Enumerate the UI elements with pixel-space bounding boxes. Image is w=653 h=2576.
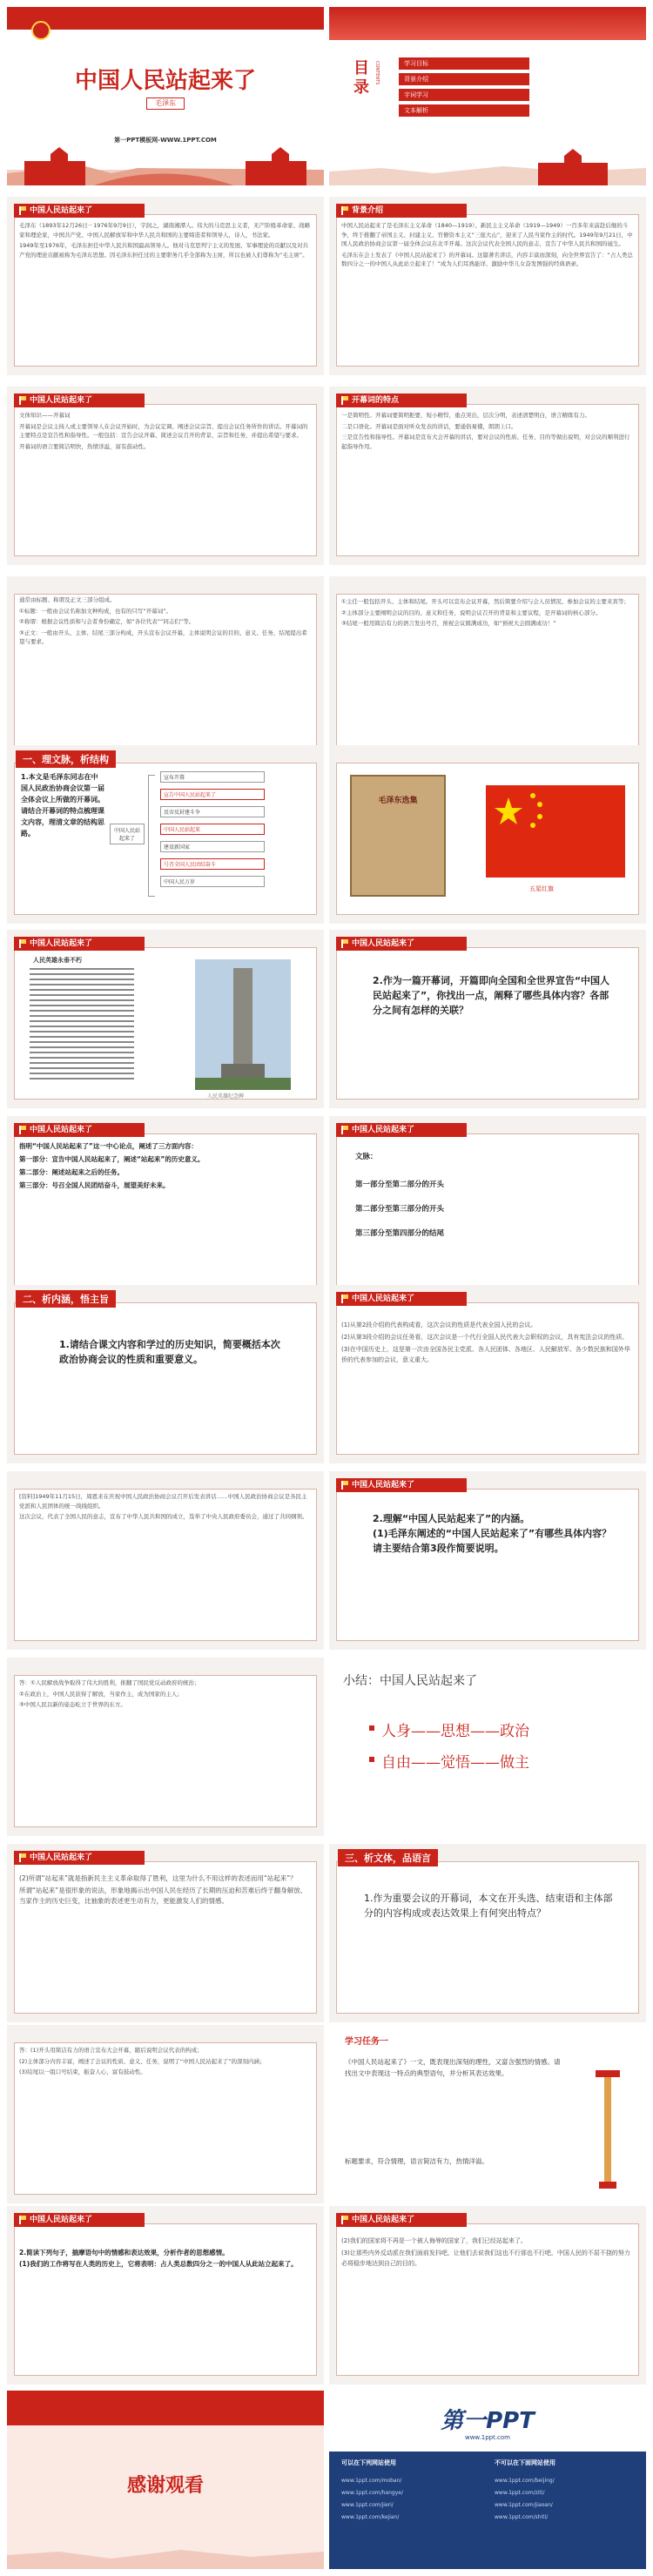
para: ③正文：一般由开头、主体、结尾三部分构成，开头宣布会议开幕，主体说明会议的目的、意义、任务，结尾提出希望与要求。 xyxy=(19,629,307,645)
para: 毛泽东（1893年12月26日－1976年9月9日），字润之，湖南湘潭人。伟大的马克思主义者，无产阶级革命家、战略家和理论家，中国共产党、中国人民解放军和中华人民共和国的主要缔造者和领导人，诗人，书法家。 xyxy=(19,222,311,239)
flag-icon xyxy=(341,396,349,405)
slide-task[interactable] xyxy=(329,2025,646,2203)
toc-item-4[interactable] xyxy=(399,104,529,117)
slide-answer-2[interactable] xyxy=(7,1116,324,1295)
slide-frame xyxy=(336,1861,639,2014)
para: ②主体部分主要阐明会议的目的、意义和任务，说明会议召开的背景和主要议程，是开幕词的核心部分。 xyxy=(341,609,602,616)
tree-node: 宣告中国人民站起来了 xyxy=(160,789,265,800)
slide-sentences[interactable] xyxy=(7,2206,324,2384)
toc-heading-en: CONTENTS xyxy=(374,61,380,85)
slide-question-meaning[interactable] xyxy=(329,1471,646,1650)
flag-icon xyxy=(341,939,349,948)
slide-header-bar xyxy=(336,393,467,407)
slide-vein[interactable] xyxy=(329,1116,646,1295)
para: 二是口语化。开幕词是面对听众发表的讲话，要通俗易懂，朗朗上口。 xyxy=(341,422,517,430)
para: ①标题：一般由会议名称加文种构成，也有的只写“开幕词”。 xyxy=(19,607,172,615)
slide-body xyxy=(19,1678,312,1820)
para: (2)所谓“站起来”就是指新民主主义革命取得了胜利，这里为什么不用这样的表述而用“站起来”？ xyxy=(19,1874,297,1882)
slide-header-bar xyxy=(14,2213,145,2227)
inscription-title: 人民英雄永垂不朽 xyxy=(33,957,82,964)
slide-structure-tree[interactable] xyxy=(7,745,324,924)
para: ①主任一般包括开头、主体和结尾。开头可以宣布会议开幕，然后简要介绍与会人员情况、参加会议的主要来宾等； xyxy=(341,598,629,605)
slide-thanks[interactable] xyxy=(7,2391,324,2569)
flag-icon xyxy=(19,396,27,405)
flag-icon xyxy=(341,1126,349,1134)
para: ③结尾一般用简洁有力的语言发出号召，预祝会议圆满成功，如“预祝大会圆满成功！” xyxy=(341,620,556,627)
monument-caption: 人民英雄纪念碑 xyxy=(207,1093,245,1100)
question-text: 1.请结合课文内容和学过的历史知识，简要概括本次政治协商会议的性质和重要意义。 xyxy=(59,1339,280,1365)
para: 第三部分：号召全国人民团结奋斗，展望美好未来。 xyxy=(19,1181,170,1189)
tree-connector xyxy=(148,775,155,897)
toc-heading: 目录 xyxy=(353,59,369,97)
question-text: 1.本文是毛泽东同志在中国人民政治协商会议第一届全体会议上所做的开幕词。请结合开幕词的特点梳理课文内容，理清文章的结构思路。 xyxy=(21,773,104,837)
slide-body xyxy=(19,411,312,549)
tree-node: 建设新国家 xyxy=(160,841,265,852)
bullet-icon xyxy=(369,1757,374,1762)
slide-header-bar xyxy=(336,1123,467,1137)
para: 开幕词的语言要简洁明快，热情洋溢，富有鼓动性。 xyxy=(19,442,150,450)
flag-icon xyxy=(341,1481,349,1490)
link[interactable]: www.1ppt.com/jieri/ xyxy=(341,2502,394,2508)
brand-panel xyxy=(329,2452,646,2569)
slide-features[interactable] xyxy=(329,387,646,565)
toc-top-band xyxy=(329,7,646,40)
slide-header: 中国人民站起来了 xyxy=(352,939,415,948)
slide-header-bar xyxy=(14,204,145,218)
slide-header-bar xyxy=(14,1851,145,1865)
brand-site[interactable]: www.1ppt.com xyxy=(464,2434,511,2441)
para: 1949年至1976年，毛泽东担任中华人民共和国最高领导人。他对马克思列宁主义的发展、军事理论的贡献以及对共产党的理论贡献被称为毛泽东思想。因毛泽东担任过的主要职务几乎全部称为主席，所以也被人们尊称为“毛主席”。 xyxy=(19,242,309,259)
task-title: 学习任务一 xyxy=(345,2037,388,2047)
flag-icon xyxy=(341,1295,349,1303)
flag-icon xyxy=(19,2216,27,2224)
slide-header: 背景介绍 xyxy=(352,206,384,215)
disallowed-title: 不可以在下面网站使用 xyxy=(495,2459,555,2466)
toc-item-2[interactable] xyxy=(399,73,529,85)
flag-icon xyxy=(19,1853,27,1862)
para: (2)我们的国家将不再是一个被人侮辱的国家了，我们已经站起来了。 xyxy=(341,2237,527,2244)
slide-section-3[interactable] xyxy=(329,1844,646,2022)
slide-frame xyxy=(336,947,639,1100)
para: (2)主体部分内容丰富，阐述了会议的性质、意义、任务，说明了“中国人民站起来了”的深刻内涵； xyxy=(19,2057,266,2065)
section-title: 二、析内涵，悟主旨 xyxy=(16,1290,116,1308)
para: (1)从第2段介绍的代表构成看，这次会议的性质是代表全国人民的会议。 xyxy=(341,1322,537,1328)
allowed-title: 可以在下列网站使用 xyxy=(341,2459,396,2466)
para: 答：①人民解放战争取得了伟大的胜利，推翻了国民党反动政府的统治； xyxy=(19,1679,200,1686)
slide-header-bar xyxy=(14,937,145,951)
flag-icon xyxy=(19,206,27,215)
para: 所谓“站起来”是很形象的说法，形象地揭示出中国人民在经历了长期的压迫和苦难后终于翻身解放、当家作主的历史巨变，比抽象的表述更生动有力，更能激发人们的情感。 xyxy=(19,1887,307,1905)
slide-monument[interactable] xyxy=(7,930,324,1108)
slide-header-bar xyxy=(336,1292,467,1306)
book-title: 毛泽东选集 xyxy=(378,797,418,805)
slide-header: 开幕词的特点 xyxy=(352,396,400,405)
toc-item-label: 学习目标 xyxy=(404,60,428,67)
para: (3)结尾以一组口号结束，振奋人心，富有鼓动性。 xyxy=(19,2068,146,2075)
slide-answer-genre[interactable] xyxy=(7,2025,324,2203)
slide-header: 中国人民站起来了 xyxy=(352,2216,415,2224)
flag-icon xyxy=(341,2216,349,2224)
cover-author-badge: 毛泽东 xyxy=(146,98,185,110)
slide-header-bar xyxy=(336,2213,467,2227)
slide-body xyxy=(19,595,312,739)
vein-heading: 文脉： xyxy=(355,1153,378,1161)
para: [资料]1949年11月15日，周恩来在庆祝中国人民政治协商会议召开后发表讲话……中国人民政治协商会议是各民主党派和人民团体的统一战线组织。 xyxy=(19,1493,307,1510)
slide-section-2[interactable] xyxy=(7,1285,324,1463)
vein-line: 第二部分至第三部分的开头 xyxy=(355,1205,445,1214)
slide-body xyxy=(341,221,634,360)
slide-header: 中国人民站起来了 xyxy=(30,1853,93,1862)
flag-icon xyxy=(341,206,349,215)
slide-nature[interactable] xyxy=(329,1285,646,1463)
bullet-icon xyxy=(369,1725,374,1731)
toc-item-label: 文本解析 xyxy=(404,107,428,114)
para: 通常由标题、称谓及正文三部分组成。 xyxy=(19,596,116,603)
toc-skyline-icon xyxy=(329,145,646,185)
tree-node: 中国人民站起来 xyxy=(160,824,265,835)
slide-body xyxy=(19,1492,312,1634)
question-text: 1.作为重要会议的开幕词，本文在开头选、结束语和主体部分的内容构成或表达效果上有何突出特点？ xyxy=(364,1893,613,1919)
slide-header: 中国人民站起来了 xyxy=(30,939,93,948)
link[interactable]: www.1ppt.com/beijing/ xyxy=(495,2478,555,2484)
slide-header: 中国人民站起来了 xyxy=(30,206,93,215)
toc-item-3[interactable] xyxy=(399,89,529,101)
section-title: 一、理文脉，析结构 xyxy=(16,750,116,768)
slide-header: 中国人民站起来了 xyxy=(30,2216,93,2224)
tree-root: 中国人民站起来了 xyxy=(110,824,145,844)
slide-header: 中国人民站起来了 xyxy=(352,1126,415,1134)
question-text: 2.理解“中国人民站起来了”的内涵。 (1)毛泽东阐述的“中国人民站起来了”有哪些具体内容？请主要结合第3段作简要说明。 xyxy=(373,1513,612,1554)
question-text: 2.作为一篇开幕词，开篇即向全国和全世界宣告“中国人民站起来了”，你找出一点，阐释了哪些具体内容？各部分之间有怎样的关联？ xyxy=(373,975,610,1016)
summary-title: 小结：中国人民站起来了 xyxy=(343,1674,477,1688)
slide-header: 中国人民站起来了 xyxy=(30,1126,93,1134)
slide-frame xyxy=(14,1302,317,1455)
slide-body xyxy=(19,1140,312,1279)
slide-body xyxy=(341,597,634,739)
para: ③中国人民以新的姿态屹立于世界的东方。 xyxy=(19,1701,126,1708)
thanks-top-band xyxy=(7,2391,324,2425)
tree-node: 反帝反封建斗争 xyxy=(160,806,265,817)
cover-site[interactable]: 第一PPT模板网-WWW.1PPT.COM xyxy=(114,137,217,144)
slide-header-bar xyxy=(336,1478,467,1492)
slide-author[interactable] xyxy=(7,197,324,375)
top-red-band xyxy=(7,7,324,30)
slide-header-bar xyxy=(336,937,467,951)
slide-header-bar xyxy=(336,204,467,218)
para: 指明“中国人民站起来了”这一中心论点，阐述了三方面内容： xyxy=(19,1142,198,1150)
inscription-text-block xyxy=(30,968,134,1081)
slide-material[interactable] xyxy=(7,1471,324,1650)
flag-icon xyxy=(19,939,27,948)
para: (3)在中国历史上，这是第一次由全国各民主党派、各人民团体、各地区、人民解放军、各少数民族和国外华侨的代表参加的会议，意义重大。 xyxy=(341,1346,630,1363)
para: 三是宣告性和指导性。开幕词是宣布大会开幕的讲话，要对会议的性质、任务、目的等做出说明，对会议的顺利进行起指导作用。 xyxy=(341,434,630,450)
para: 中国人民站起来了是毛泽东主义革命（1840—1919）、新民主主义革命（1919—1949）一百多年来前赴后继的斗争，终于推翻了帝国主义、封建主义、官僚资本主义“三座大山”，迎来了人民当家作主的时代。1949年9月21日，中国人民政治协商会议第一届全体会议在北平开幕。这次会议代表全国人民的意志，宣告了中华人民共和国的诞生。 xyxy=(341,222,633,247)
slide-header: 中国人民站起来了 xyxy=(30,396,93,405)
slide-background[interactable] xyxy=(329,197,646,375)
slide-genre[interactable] xyxy=(7,387,324,565)
vein-line: 第一部分至第二部分的开头 xyxy=(355,1180,445,1189)
link[interactable]: www.1ppt.com/moban/ xyxy=(341,2478,402,2484)
para: (3)让那些内外反动派在我们面前发抖吧，让他们去说我们这也不行那也不行吧，中国人民的不屈不挠的努力必将稳步地达到自己的目的。 xyxy=(341,2250,630,2267)
flag-icon xyxy=(19,1126,27,1134)
monument-image xyxy=(195,959,291,1090)
slide-answer-meaning[interactable] xyxy=(7,1658,324,1836)
slide-cover[interactable] xyxy=(7,7,324,185)
slide-question-2[interactable] xyxy=(329,930,646,1108)
slide-body xyxy=(341,2236,634,2369)
thanks-text: 感谢观看 xyxy=(126,2474,204,2497)
toc-item-label: 字词学习 xyxy=(404,91,428,98)
china-flag-icon xyxy=(486,785,625,878)
tree-node: 宣布开幕 xyxy=(160,771,265,783)
slide-brand[interactable] xyxy=(329,2391,646,2569)
link[interactable]: www.1ppt.com/hangye/ xyxy=(341,2490,403,2496)
summary-line: 人身——思想——政治 xyxy=(381,1723,529,1740)
link[interactable]: www.1ppt.com/shiti/ xyxy=(495,2514,549,2520)
section-title: 三、析文体，品语言 xyxy=(338,1849,438,1866)
para: 第二部分：阐述站起来之后的任务。 xyxy=(19,1168,124,1176)
para: 一是简明性。开幕词要简明扼要，短小精悍，重点突出，层次分明，表述清楚明白，语言精练有力。 xyxy=(341,412,590,419)
slide-images[interactable] xyxy=(329,745,646,924)
skyline-icon xyxy=(7,2526,324,2569)
task-text: 《中国人民站起来了》一文，既表现出深刻的理性，又富含强烈的情感。请找出文中表现这一特点的典型语句，并分析其表达效果。 xyxy=(345,2058,561,2077)
tree-node: 号召全国人民团结奋斗 xyxy=(160,858,265,870)
para: 这次会议，代表了全国人民的意志，宣布了中华人民共和国的成立，选举了中央人民政府委员会，通过了共同纲领。 xyxy=(19,1513,308,1520)
slide-summary[interactable] xyxy=(329,1658,646,1836)
slide-body xyxy=(19,1873,312,2007)
link[interactable]: www.1ppt.com/kejian/ xyxy=(341,2514,400,2520)
slide-writing[interactable] xyxy=(7,576,324,755)
slide-structure-notes[interactable] xyxy=(329,576,646,755)
para: ②称谓：根据会议性质和与会者身份确定，如“各位代表”“同志们”等。 xyxy=(19,618,195,625)
slide-body xyxy=(19,2236,312,2369)
tiananmen-skyline-icon xyxy=(7,135,324,185)
slide-body xyxy=(341,411,634,549)
link[interactable]: www.1ppt.com/jiaoan/ xyxy=(495,2502,553,2508)
para: (2)从第3段介绍的会议任务看，这次会议是一个代行全国人民代表大会职权的会议，具有宪法会议的性质。 xyxy=(341,1334,629,1341)
book-cover-image xyxy=(350,775,446,897)
party-emblem-icon xyxy=(31,21,50,40)
slide-body xyxy=(341,1320,634,1448)
para: 毛泽东在会上发表了《中国人民站起来了》的开幕词。这篇著名讲话，内容丰富而深刻，向全世界宣告了：“占人类总数四分之一的中国人从此站立起来了！”成为人们耳熟能详、激励中华儿女奋发图强的经典语录。 xyxy=(341,251,633,267)
para: ②在政治上，中国人民获得了解放，当家作主，成为国家的主人； xyxy=(19,1690,183,1698)
para: 开幕词是会议主持人或主要领导人在会议开始时，为会议定调、阐述会议宗旨、提出会议任务所作的讲话。开幕词的主要特点是宣告性和指导性。一般包括：宣告会议开幕、简述会议召开的背景、宗旨和任务，并提出希望与要求。 xyxy=(19,422,308,439)
tree-node: 中国人民万岁 xyxy=(160,876,265,887)
slide-header-bar xyxy=(14,393,145,407)
vein-line: 第三部分至第四部分的结尾 xyxy=(355,1229,445,1238)
link[interactable]: www.1ppt.com/ziti/ xyxy=(495,2490,545,2496)
cover-title: 中国人民站起来了 xyxy=(74,68,256,94)
flag-label: 五星红旗 xyxy=(529,885,554,892)
huabiao-pillar-icon xyxy=(590,2060,625,2190)
slide-header-bar xyxy=(14,1123,145,1137)
para: 第一部分：宣告中国人民站起来了，阐述“站起来”的历史意义。 xyxy=(19,1155,205,1163)
brand-logo: 第一PPT xyxy=(441,2408,535,2434)
slide-body xyxy=(19,2046,312,2188)
slide-sentences-2[interactable] xyxy=(329,2206,646,2384)
summary-line: 自由——觉悟——做主 xyxy=(381,1754,529,1772)
slide-header: 中国人民站起来了 xyxy=(352,1295,415,1303)
para: 文体知识——开幕词 xyxy=(19,412,71,419)
para: 答：(1)开头用简洁有力的语言宣布大会开幕，随后说明会议代表的构成； xyxy=(19,2047,203,2054)
toc-item-1[interactable] xyxy=(399,57,529,70)
slide-header: 中国人民站起来了 xyxy=(352,1481,415,1490)
toc-item-label: 背景介绍 xyxy=(404,76,428,83)
para: 2.简读下列句子，揣摩语句中的情感和表达效果，分析作者的思想感情。 (1)我们的工作将写在人类的历史上，它将表明：占人类总数四分之一的中国人从此站立起来了。 xyxy=(19,2249,298,2268)
slide-body xyxy=(19,221,312,360)
slide-stand-up[interactable] xyxy=(7,1844,324,2022)
slide-toc[interactable] xyxy=(329,7,646,185)
task-text: 标题要求，符合情理，语言简洁有力，热情洋溢。 xyxy=(345,2157,488,2165)
